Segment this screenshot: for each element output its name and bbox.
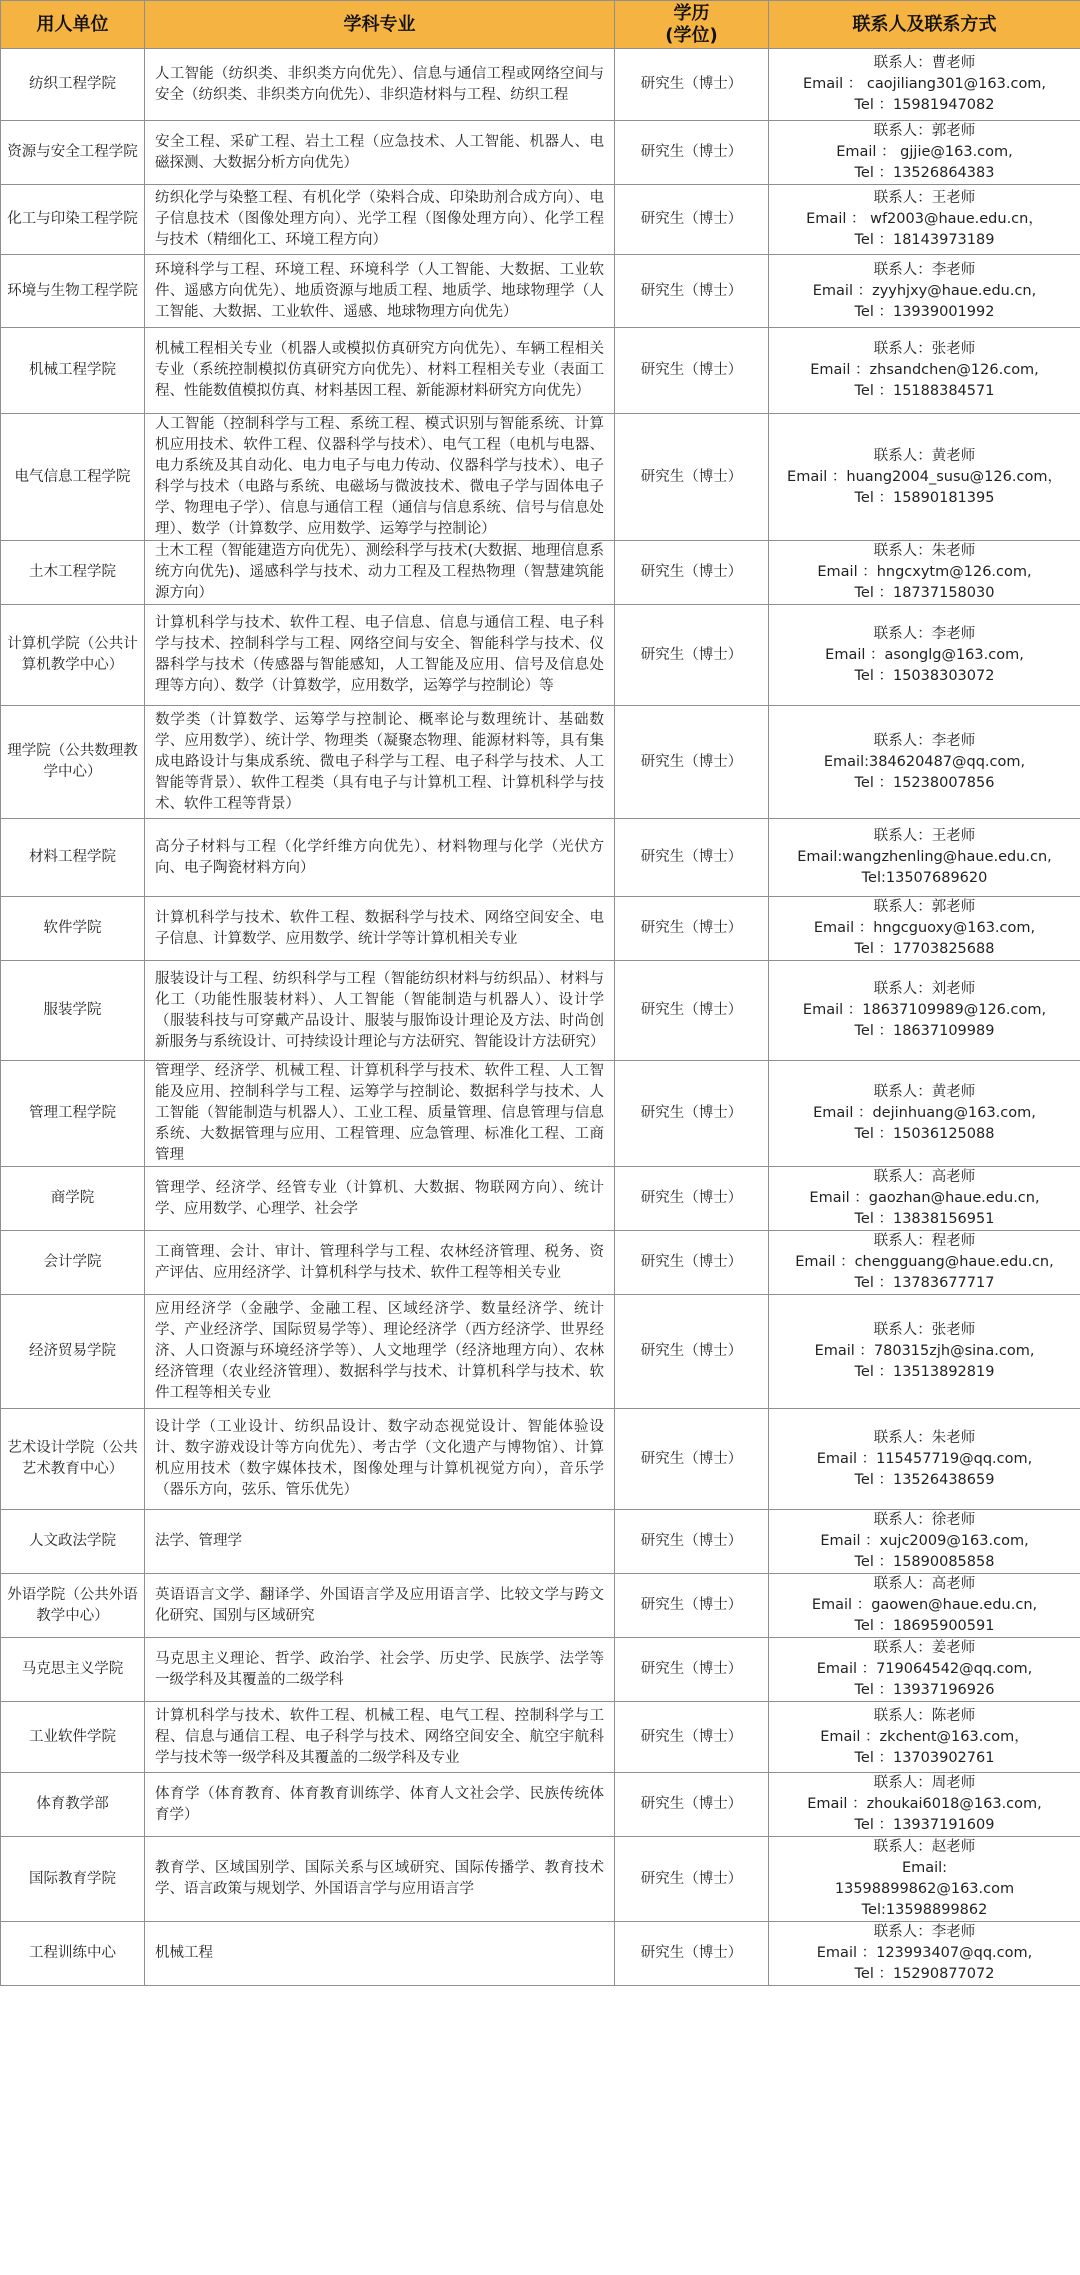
degree-cell: 研究生（博士） [615, 706, 769, 819]
contact-line: 联系人：高老师 [873, 1576, 976, 1592]
degree-cell: 研究生（博士） [615, 1638, 769, 1702]
header-unit: 用人单位 [1, 1, 145, 49]
contact-line: Email ：asonglg@163.com, [825, 646, 1024, 663]
contact-line: Email ：18637109989@126.com, [802, 1002, 1047, 1018]
contact-line: 联系人：李老师 [873, 732, 976, 749]
degree-cell: 研究生（博士） [615, 1837, 769, 1922]
header-degree [615, 1, 769, 49]
contact-line: Tel ：13526438659 [854, 1471, 995, 1488]
contact-line: 联系人：黄老师 [873, 447, 976, 464]
major-cell: 服装设计与工程、纺织科学与工程（智能纺织材料与纺织品）、材料与化工（功能性服装材料）、人工智能（智能制造与机器人）、设计学（服装科技与可穿戴产品设计、服装与服饰设计理论及方法、时尚创新服务与系统设计、可持续设计理论与方法研究、智能设计方法研究） [145, 961, 615, 1061]
contact-line: 联系人：张老师 [873, 1322, 976, 1338]
major-cell: 计算机科学与技术、软件工程、电子信息、信息与通信工程、电子科学与技术、控制科学与工程、网络空间与安全、智能科学与技术、仪器科学与技术（传感器与智能感知，人工智能及应用、信号及信息处理等方向）、数学（计算数学，应用数学，运筹学与控制论）等 [145, 605, 615, 706]
header-major: 学科专业 [145, 1, 615, 49]
contact-line: 联系人：陈老师 [873, 1707, 976, 1724]
contact-cell [769, 1510, 1080, 1574]
unit-cell: 软件学院 [1, 897, 145, 961]
contact-line: 联系人：郭老师 [873, 899, 976, 915]
contact-line: Tel ：13937191609 [854, 1817, 995, 1833]
major-cell: 机械工程相关专业（机器人或模拟仿真研究方向优先）、车辆工程相关专业（系统控制模拟仿真研究方向优先）、材料工程相关专业（表面工程、性能数值模拟仿真、材料基因工程、新能源材料研究方向优先） [145, 328, 615, 414]
unit-cell: 纺织工程学院 [1, 49, 145, 121]
degree-cell: 研究生（博士） [615, 605, 769, 706]
table-row [1, 961, 1080, 1061]
major-cell: 计算机科学与技术、软件工程、机械工程、电气工程、控制科学与工程、信息与通信工程、电子科学与技术、网络空间安全、航空宇航科学与技术等一级学科及其覆盖的二级学科及专业 [145, 1702, 615, 1773]
contact-cell [769, 897, 1080, 961]
contact-line: Email ：gaozhan@haue.edu.cn, [809, 1190, 1040, 1206]
table-row [1, 1409, 1080, 1510]
contact-line: Tel ：18695900591 [854, 1618, 995, 1634]
contact-line: Tel ：18143973189 [854, 232, 995, 248]
contact-line: 联系人：朱老师 [873, 1429, 976, 1446]
unit-cell: 会计学院 [1, 1231, 145, 1295]
major-cell: 体育学（体育教育、体育教育训练学、体育人文社会学、民族传统体育学） [145, 1773, 615, 1837]
degree-cell: 研究生（博士） [615, 1231, 769, 1295]
contact-cell [769, 185, 1080, 255]
contact-line: Email ：115457719@qq.com, [816, 1450, 1033, 1467]
unit-cell: 计算机学院（公共计算机教学中心） [1, 605, 145, 706]
degree-cell: 研究生（博士） [615, 1061, 769, 1167]
major-cell: 高分子材料与工程（化学纤维方向优先）、材料物理与化学（光伏方向、电子陶瓷材料方向） [145, 819, 615, 897]
unit-cell: 体育教学部 [1, 1773, 145, 1837]
table-row [1, 1702, 1080, 1773]
table-row [1, 185, 1080, 255]
contact-line: 联系人：程老师 [873, 1233, 976, 1249]
contact-cell [769, 121, 1080, 185]
contact-cell [769, 1167, 1080, 1231]
contact-line: Email ： gjjie@163.com, [836, 144, 1013, 160]
header-row [1, 1, 1080, 49]
contact-cell [769, 961, 1080, 1061]
table-row [1, 541, 1080, 605]
degree-cell: 研究生（博士） [615, 1922, 769, 1986]
contact-line: Email ：gaowen@haue.edu.cn, [811, 1597, 1038, 1613]
unit-cell: 电气信息工程学院 [1, 414, 145, 541]
contact-line: Tel ：13939001992 [854, 303, 995, 320]
contact-cell [769, 1409, 1080, 1510]
major-cell: 数学类（计算数学、运筹学与控制论、概率论与数理统计、基础数学、应用数学）、统计学、物理类（凝聚态物理、能源材料等，具有集成电路设计与集成系统、微电子科学与工程、电子科学与技术、人工智能等背景）、软件工程类（具有电子与计算机工程、计算机科学与技术、软件工程等背景） [145, 706, 615, 819]
unit-cell: 经济贸易学院 [1, 1295, 145, 1409]
contact-line: Email ：hngcxytm@126.com, [817, 564, 1032, 580]
contact-line: Tel ：15036125088 [854, 1126, 995, 1142]
unit-cell: 机械工程学院 [1, 328, 145, 414]
contact-line: Email ：zkchent@163.com， [820, 1728, 1029, 1745]
unit-cell: 材料工程学院 [1, 819, 145, 897]
contact-cell [769, 1638, 1080, 1702]
unit-cell: 管理工程学院 [1, 1061, 145, 1167]
major-cell: 应用经济学（金融学、金融工程、区域经济学、数量经济学、统计学、产业经济学、国际贸易学等）、理论经济学（西方经济学、世界经济、人口资源与环境经济学等）、人文地理学（经济地理方向）、农林经济管理（农业经济管理）、数据科学与技术、计算机科学与技术、软件工程等相关专业 [145, 1295, 615, 1409]
major-cell: 人工智能（控制科学与工程、系统工程、模式识别与智能系统、计算机应用技术、软件工程、仪器科学与技术）、电气工程（电机与电器、电力系统及其自动化、电力电子与电力传动、仪器科学与技术）、电子科学与技术（电路与系统、电磁场与微波技术、微电子学与固体电子学、物理电子学）、信息与通信工程（通信与信息系统、信号与信息处理）、数学（计算数学、应用数学、运筹学与控制论） [145, 414, 615, 541]
contact-line: Tel ：13937196926 [854, 1682, 995, 1698]
contact-line: Tel ：18737158030 [854, 585, 995, 601]
major-cell: 管理学、经济学、经管专业（计算机、大数据、物联网方向）、统计学、应用数学、心理学、社会学 [145, 1167, 615, 1231]
contact-line: Email ：hngcguoxy@163.com, [813, 920, 1036, 936]
contact-line: Email ：zhoukai6018@163.com, [807, 1796, 1042, 1812]
major-cell: 安全工程、采矿工程、岩土工程（应急技术、人工智能、机器人、电磁探测、大数据分析方向优先） [145, 121, 615, 185]
contact-line: Email ：123993407@qq.com, [816, 1945, 1033, 1961]
unit-cell: 外语学院（公共外语教学中心） [1, 1574, 145, 1638]
contact-line: Tel ：15290877072 [854, 1966, 995, 1982]
contact-line: Email ：719064542@qq.com, [816, 1661, 1033, 1677]
contact-line: 联系人：徐老师 [873, 1512, 976, 1528]
unit-cell: 工程训练中心 [1, 1922, 145, 1986]
degree-cell: 研究生（博士） [615, 185, 769, 255]
contact-cell [769, 1837, 1080, 1922]
unit-cell: 化工与印染工程学院 [1, 185, 145, 255]
degree-cell: 研究生（博士） [615, 897, 769, 961]
contact-cell [769, 1702, 1080, 1773]
contact-line: Tel ：15038303072 [854, 667, 995, 684]
degree-cell: 研究生（博士） [615, 1167, 769, 1231]
contact-line: Tel ：15981947082 [854, 97, 995, 113]
degree-cell: 研究生（博士） [615, 328, 769, 414]
contact-line: Email ：dejinhuang@163.com, [813, 1105, 1036, 1121]
table-row [1, 1574, 1080, 1638]
table-row [1, 1638, 1080, 1702]
degree-cell: 研究生（博士） [615, 819, 769, 897]
contact-line: Tel ：13703902761 [854, 1749, 995, 1766]
major-cell: 计算机科学与技术、软件工程、数据科学与技术、网络空间安全、电子信息、计算数学、应用数学、统计学等计算机相关专业 [145, 897, 615, 961]
major-cell: 设计学（工业设计、纺织品设计、数字动态视觉设计、智能体验设计、数字游戏设计等方向优先）、考古学（文化遗产与博物馆）、计算机应用技术（数字媒体技术，图像处理与计算机视觉方向），音乐学（器乐方向，弦乐、管乐优先） [145, 1409, 615, 1510]
major-cell: 教育学、区域国别学、国际关系与区域研究、国际传播学、教育技术学、语言政策与规划学、外国语言学与应用语言学 [145, 1837, 615, 1922]
contact-line: Email ：huang2004_susu@126.com， [787, 468, 1062, 485]
degree-cell: 研究生（博士） [615, 121, 769, 185]
degree-cell: 研究生（博士） [615, 1409, 769, 1510]
degree-cell: 研究生（博士） [615, 541, 769, 605]
contact-line: Email ：chengguang@haue.edu.cn, [795, 1254, 1054, 1270]
degree-cell: 研究生（博士） [615, 1574, 769, 1638]
contact-line: 联系人：张老师 [873, 341, 976, 357]
contact-cell [769, 1061, 1080, 1167]
table-row [1, 1510, 1080, 1574]
contact-line: Tel ：17703825688 [854, 941, 995, 957]
unit-cell: 服装学院 [1, 961, 145, 1061]
unit-cell: 艺术设计学院（公共艺术教育中心） [1, 1409, 145, 1510]
contact-line: 联系人：郭老师 [873, 123, 976, 139]
unit-cell: 商学院 [1, 1167, 145, 1231]
contact-line: Tel ：15188384571 [854, 383, 995, 399]
contact-line: Email ： caojiliang301@163.com, [802, 76, 1047, 92]
table-row [1, 706, 1080, 819]
contact-line: Email ： wf2003@haue.edu.cn， [806, 211, 1043, 227]
contact-line: 13598899862@163.com [834, 1881, 1015, 1897]
unit-cell: 理学院（公共数理教学中心） [1, 706, 145, 819]
contact-cell [769, 1922, 1080, 1986]
table-row [1, 1061, 1080, 1167]
contact-line: Email ：xujc2009@163.com, [820, 1533, 1029, 1549]
header-contact: 联系人及联系方式 [769, 1, 1080, 49]
table-row [1, 897, 1080, 961]
degree-cell: 研究生（博士） [615, 255, 769, 328]
contact-line: Email:384620487@qq.com, [823, 753, 1026, 770]
table-body [1, 49, 1080, 1986]
major-cell: 管理学、经济学、机械工程、计算机科学与技术、软件工程、人工智能及应用、控制科学与工程、运筹学与控制论、数据科学与技术、人工智能（智能制造与机器人）、工业工程、质量管理、信息管理与信息系统、大数据管理与应用、工程管理、应急管理、标准化工程、工商管理 [145, 1061, 615, 1167]
table-row [1, 49, 1080, 121]
table-row [1, 328, 1080, 414]
contact-line: Tel ：15238007856 [854, 774, 995, 791]
table-row [1, 414, 1080, 541]
major-cell: 环境科学与工程、环境工程、环境科学（人工智能、大数据、工业软件、遥感方向优先）、地质资源与地质工程、地质学、地球物理学（人工智能、大数据、工业软件、遥感、地球物理方向优先） [145, 255, 615, 328]
table-row [1, 605, 1080, 706]
table-row [1, 1231, 1080, 1295]
contact-line: Tel ：13513892819 [854, 1364, 995, 1380]
unit-cell: 土木工程学院 [1, 541, 145, 605]
contact-cell [769, 541, 1080, 605]
table-row [1, 1773, 1080, 1837]
header-degree-line1: 学历 [673, 2, 710, 24]
major-cell: 人工智能（纺织类、非织类方向优先）、信息与通信工程或网络空间与安全（纺织类、非织类方向优先）、非织造材料与工程、纺织工程 [145, 49, 615, 121]
table-row [1, 255, 1080, 328]
table-row [1, 1167, 1080, 1231]
contact-line: Email: [901, 1860, 948, 1876]
degree-cell: 研究生（博士） [615, 1510, 769, 1574]
major-cell: 工商管理、会计、审计、管理科学与工程、农林经济管理、税务、资产评估、应用经济学、计算机科学与技术、软件工程等相关专业 [145, 1231, 615, 1295]
contact-line: Email:wangzhenling@haue.edu.cn, [797, 849, 1052, 865]
table-row [1, 819, 1080, 897]
unit-cell: 国际教育学院 [1, 1837, 145, 1922]
unit-cell: 资源与安全工程学院 [1, 121, 145, 185]
major-cell: 机械工程 [145, 1922, 615, 1986]
contact-cell [769, 255, 1080, 328]
contact-line: Tel ：13783677717 [854, 1275, 995, 1291]
contact-line: 联系人：赵老师 [873, 1839, 976, 1855]
contact-line: Tel ：15890085858 [854, 1554, 995, 1570]
contact-line: 联系人：刘老师 [873, 981, 976, 997]
degree-cell: 研究生（博士） [615, 1773, 769, 1837]
contact-cell [769, 819, 1080, 897]
degree-cell: 研究生（博士） [615, 961, 769, 1061]
degree-cell: 研究生（博士） [615, 1702, 769, 1773]
contact-line: 联系人：王老师 [873, 190, 976, 206]
degree-cell: 研究生（博士） [615, 1295, 769, 1409]
contact-line: 联系人：曹老师 [873, 55, 976, 71]
contact-cell [769, 605, 1080, 706]
contact-cell [769, 1295, 1080, 1409]
contact-line: 联系人：周老师 [873, 1775, 976, 1791]
contact-line: Tel ：15890181395 [854, 489, 995, 506]
contact-cell [769, 328, 1080, 414]
contact-line: 联系人：姜老师 [873, 1640, 976, 1656]
header-degree-line2: (学位) [665, 24, 718, 46]
contact-line: Tel:13507689620 [861, 870, 988, 886]
contact-cell [769, 706, 1080, 819]
major-cell: 法学、管理学 [145, 1510, 615, 1574]
contact-cell [769, 1773, 1080, 1837]
contact-line: Tel:13598899862 [861, 1902, 988, 1918]
unit-cell: 工业软件学院 [1, 1702, 145, 1773]
major-cell: 土木工程（智能建造方向优先）、测绘科学与技术(大数据、地理信息系统方向优先)、遥感科学与技术、动力工程及工程热物理（智慧建筑能源方向） [145, 541, 615, 605]
major-cell: 纺织化学与染整工程、有机化学（染料合成、印染助剂合成方向）、电子信息技术（图像处理方向）、光学工程（图像处理方向）、化学工程与技术（精细化工、环境工程方向） [145, 185, 615, 255]
unit-cell: 环境与生物工程学院 [1, 255, 145, 328]
contact-line: Email ：zyyhjxy@haue.edu.cn, [812, 282, 1037, 299]
contact-line: 联系人：李老师 [873, 1924, 976, 1940]
contact-cell [769, 49, 1080, 121]
table-row [1, 1922, 1080, 1986]
contact-line: 联系人：王老师 [873, 828, 976, 844]
contact-line: 联系人：黄老师 [873, 1084, 976, 1100]
contact-line: Email ：zhsandchen@126.com, [810, 362, 1039, 378]
contact-cell [769, 1574, 1080, 1638]
degree-cell: 研究生（博士） [615, 49, 769, 121]
contact-line: Email ：780315zjh@sina.com, [814, 1343, 1035, 1359]
unit-cell: 人文政法学院 [1, 1510, 145, 1574]
table-row [1, 121, 1080, 185]
contact-line: Tel ：13838156951 [854, 1211, 995, 1227]
contact-line: 联系人：高老师 [873, 1169, 976, 1185]
degree-cell: 研究生（博士） [615, 414, 769, 541]
table-row [1, 1295, 1080, 1409]
contact-line: Tel ：18637109989 [854, 1023, 995, 1039]
major-cell: 英语语言文学、翻译学、外国语言学及应用语言学、比较文学与跨文化研究、国别与区域研究 [145, 1574, 615, 1638]
contact-cell [769, 1231, 1080, 1295]
contact-line: 联系人：李老师 [873, 261, 976, 278]
contact-line: 联系人：李老师 [873, 625, 976, 642]
contact-cell [769, 414, 1080, 541]
unit-cell: 马克思主义学院 [1, 1638, 145, 1702]
table-row [1, 1837, 1080, 1922]
major-cell: 马克思主义理论、哲学、政治学、社会学、历史学、民族学、法学等一级学科及其覆盖的二级学科 [145, 1638, 615, 1702]
contact-line: 联系人：朱老师 [873, 543, 976, 559]
contact-line: Tel ：13526864383 [854, 165, 995, 181]
